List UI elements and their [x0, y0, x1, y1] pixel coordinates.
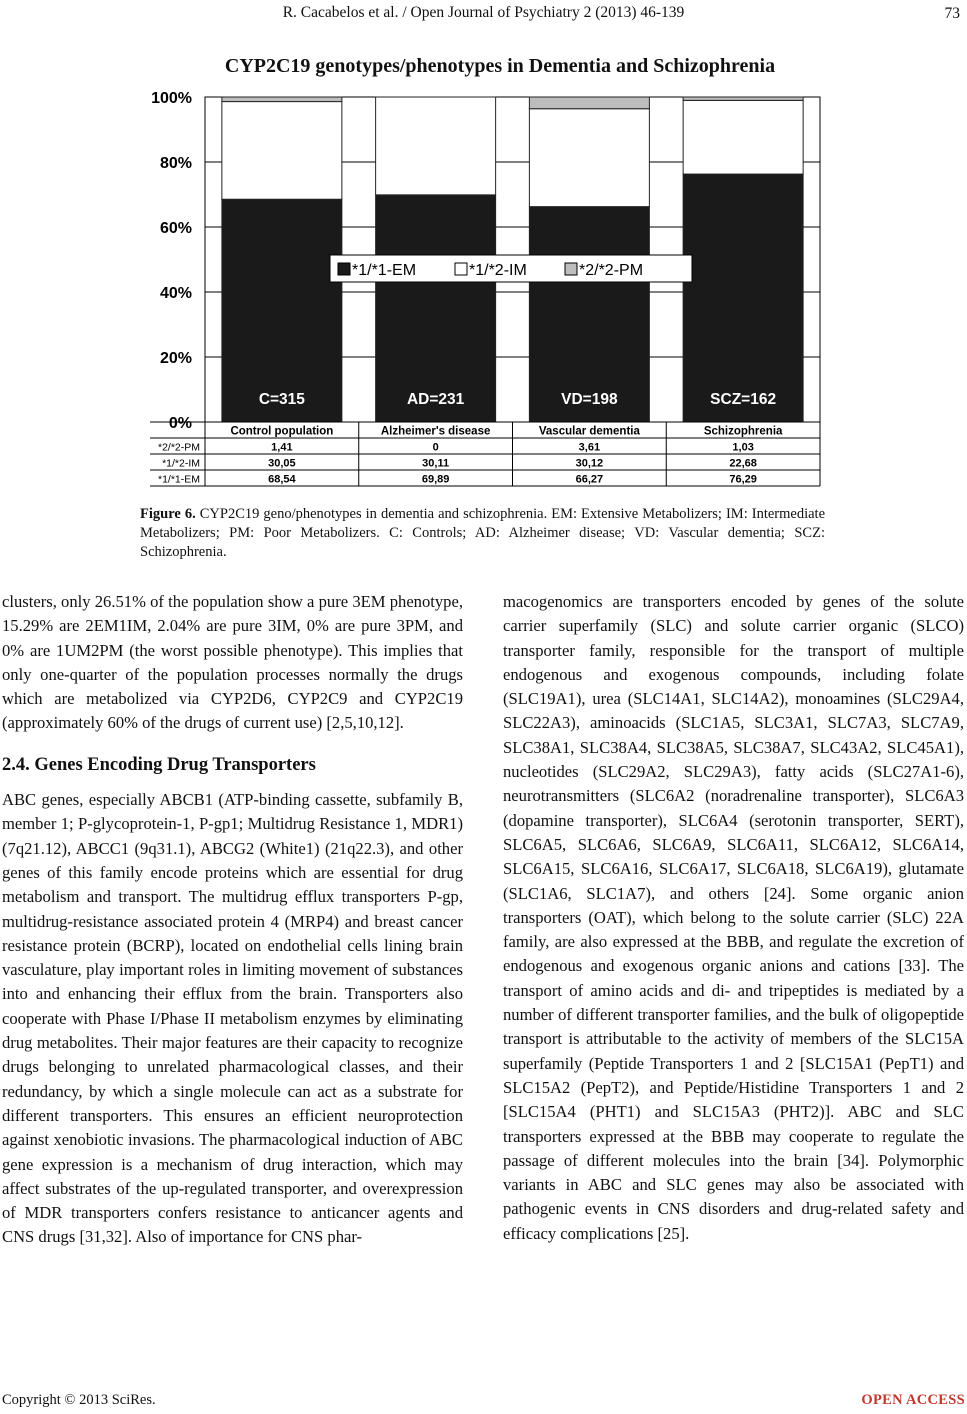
table-cell: 30,11	[422, 457, 450, 470]
bar-segment	[376, 97, 496, 195]
sample-size-label: VD=198	[561, 391, 618, 408]
bar-segment	[529, 97, 649, 109]
table-cell: 76,29	[729, 473, 757, 486]
table-cell: 69,89	[421, 473, 450, 486]
figure-title: CYP2C19 genotypes/phenotypes in Dementia and Schizophrenia	[224, 55, 776, 77]
bar-segment	[222, 102, 342, 200]
table-cell: 30,12	[575, 457, 604, 470]
legend-swatch	[565, 263, 577, 275]
caption-text: CYP2C19 geno/phenotypes in dementia and schizophrenia. EM: Extensive Metabolizers; IM: Intermediate Metabolizers; PM: Poor Metabolizers. C: Controls; AD: Alzheimer disease; VD: Vascular dementia; SCZ: Schizophrenia.	[140, 506, 826, 560]
bar-segment	[529, 207, 649, 422]
caption-label: Figure 6.	[140, 506, 196, 522]
bar-segment	[683, 97, 803, 100]
paragraph: ABC genes, especially ABCB1 (ATP-binding cassette, subfamily B, member 1; P-glycoprotein-1, P-gp1; Multidrug Resistance 1, MDR1) (7q21.12), ABCC1 (9q31.1), ABCG2 (White1) (21q22.3), and other genes of this family encode proteins which are essential for drug metabolism and transport. The multidrug efflux transporters P-gp, multidrug-resistance associated protein 4 (MRP4) and breast cancer resistance protein (BCRP), located on endothelial cells lining brain vasculature, play important roles in limiting movement of substances into and enhancing their efflux from the brain. Transporters also cooperate with Phase I/Phase II metabolism enzymes by eliminating drug metabolites. Their major features are their capacity to recognize drugs belonging to unrelated pharmacological classes, and their redundancy, by which a single molecule can act as a substrate for different transporters. This ensures an efficient neuroprotection against xenobiotic invasions. The pharmacological induction of ABC gene expression is a mechanism of drug interaction, which may affect substrates of the up-regulated transporter, and overexpression of MDR transporters confers resistance to anticancer agents and CNS drugs [31,32]. Also of importance for CNS phar-	[2, 790, 463, 1247]
sample-size-label: C=315	[258, 391, 305, 408]
table-cell: 66,27	[575, 473, 604, 486]
bar-segment	[683, 174, 803, 422]
page-number: 73	[944, 5, 960, 22]
table-row-label: *1/*1-EM	[157, 473, 200, 486]
table-row-label: *2/*2-PM	[157, 441, 200, 454]
y-tick-label: 80%	[159, 155, 192, 172]
right-column	[503, 590, 964, 1246]
table-cell: 1,41	[271, 441, 293, 454]
category-label: Control population	[230, 425, 334, 438]
category-label: Schizophrenia	[703, 425, 783, 438]
bar-segment	[222, 97, 342, 102]
open-access-label: OPEN ACCESS	[861, 1392, 965, 1408]
legend-swatch	[338, 263, 350, 275]
legend-label: *1/*2-IM	[469, 262, 527, 279]
table-cell: 68,54	[268, 473, 296, 486]
running-header	[0, 2, 967, 26]
category-label: Alzheimer's disease	[380, 425, 491, 438]
y-tick-label: 60%	[159, 220, 192, 237]
page-footer	[0, 1392, 967, 1412]
bar-segment	[376, 195, 496, 422]
paragraph: clusters, only 26.51% of the population show a pure 3EM phenotype, 15.29% are 2EM1IM, 2.04% are pure 3IM, 0% are pure 3PM, and 0% are 1UM2PM (the worst possible phenotype). This implies that only one-quarter of the population processes normally the drugs which are metabolized via CYP2D6, CYP2C9 and CYP2C19 (approximately 60% of the drugs of current use) [2,5,10,12].	[2, 592, 463, 733]
copyright-notice: Copyright © 2013 SciRes.	[2, 1392, 156, 1408]
figure-caption	[140, 505, 825, 562]
table-row-label: *1/*2-IM	[162, 457, 200, 470]
section-heading: 2.4. Genes Encoding Drug Transporters	[2, 754, 316, 775]
table-cell: 30,05	[268, 457, 296, 470]
y-tick-label: 100%	[151, 90, 192, 107]
legend-label: *2/*2-PM	[579, 262, 644, 279]
table-cell: 22,68	[729, 457, 757, 470]
legend-label: *1/*1-EM	[352, 262, 417, 279]
category-label: Vascular dementia	[538, 425, 640, 438]
y-tick-label: 20%	[159, 350, 192, 367]
sample-size-label: AD=231	[406, 391, 465, 408]
sample-size-label: SCZ=162	[710, 391, 777, 408]
stacked-bar-chart	[0, 85, 967, 495]
left-column	[2, 590, 463, 1250]
running-title: R. Cacabelos et al. / Open Journal of Psychiatry 2 (2013) 46-139	[282, 4, 685, 21]
bar-segment	[683, 100, 803, 174]
legend-swatch	[455, 263, 467, 275]
bar-segment	[529, 109, 649, 207]
table-cell: 0	[432, 441, 439, 454]
table-cell: 3,61	[578, 441, 601, 454]
y-tick-label: 40%	[159, 285, 192, 302]
paragraph: macogenomics are transporters encoded by genes of the solute carrier superfamily (SLC) and solute carrier organic (SLCO) transporter family, responsible for the transport of multiple endogenous and exogenous compounds, including folate (SLC19A1), urea (SLC14A1, SLC14A2), monoamines (SLC29A4, SLC22A3), aminoacids (SLC1A5, SLC3A1, SLC7A3, SLC7A9, SLC38A1, SLC38A4, SLC38A5, SLC38A7, SLC43A2, SLC45A1), nucleotides (SLC29A2, SLC29A3), fatty acids (SLC27A1-6), neurotransmitters (SLC6A2 (noradrenaline transporter), SLC6A3 (dopamine transporter), SLC6A4 (serotonin transporter, SERT), SLC6A5, SLC6A6, SLC6A9, SLC6A11, SLC6A12, SLC6A14, SLC6A15, SLC6A16, SLC6A17, SLC6A18, SLC6A19), glutamate (SLC1A6, SLC1A7), and others [24]. Some organic anion transporters (OAT), which belong to the solute carrier (SLC) 22A family, are also expressed at the BBB, and regulate the excretion of endogenous and exogenous organic anions and cations [33]. The transport of amino acids and di- and tripeptides is mediated by a number of different transporter families, and the bulk of oligopeptide transport is attributable to the activity of members of the SLC15A superfamily (Peptide Transporters 1 and 2 [SLC15A1 (PepT1) and SLC15A2 (PepT2), and Peptide/Histidine Transporters 1 and 2 [SLC15A4 (PHT1) and SLC15A3 (PHT2)]. ABC and SLC transporters expressed at the BBB may cooperate to regulate the passage of different molecules into the brain [34]. Polymorphic variants in ABC and SLC genes may also be associated with pathogenic events in CNS disorders and drug-related safety and efficacy complications [25].	[503, 592, 964, 1243]
y-tick-label: 0%	[168, 415, 192, 432]
table-cell: 1,03	[732, 441, 754, 454]
bar-segment	[222, 199, 342, 422]
